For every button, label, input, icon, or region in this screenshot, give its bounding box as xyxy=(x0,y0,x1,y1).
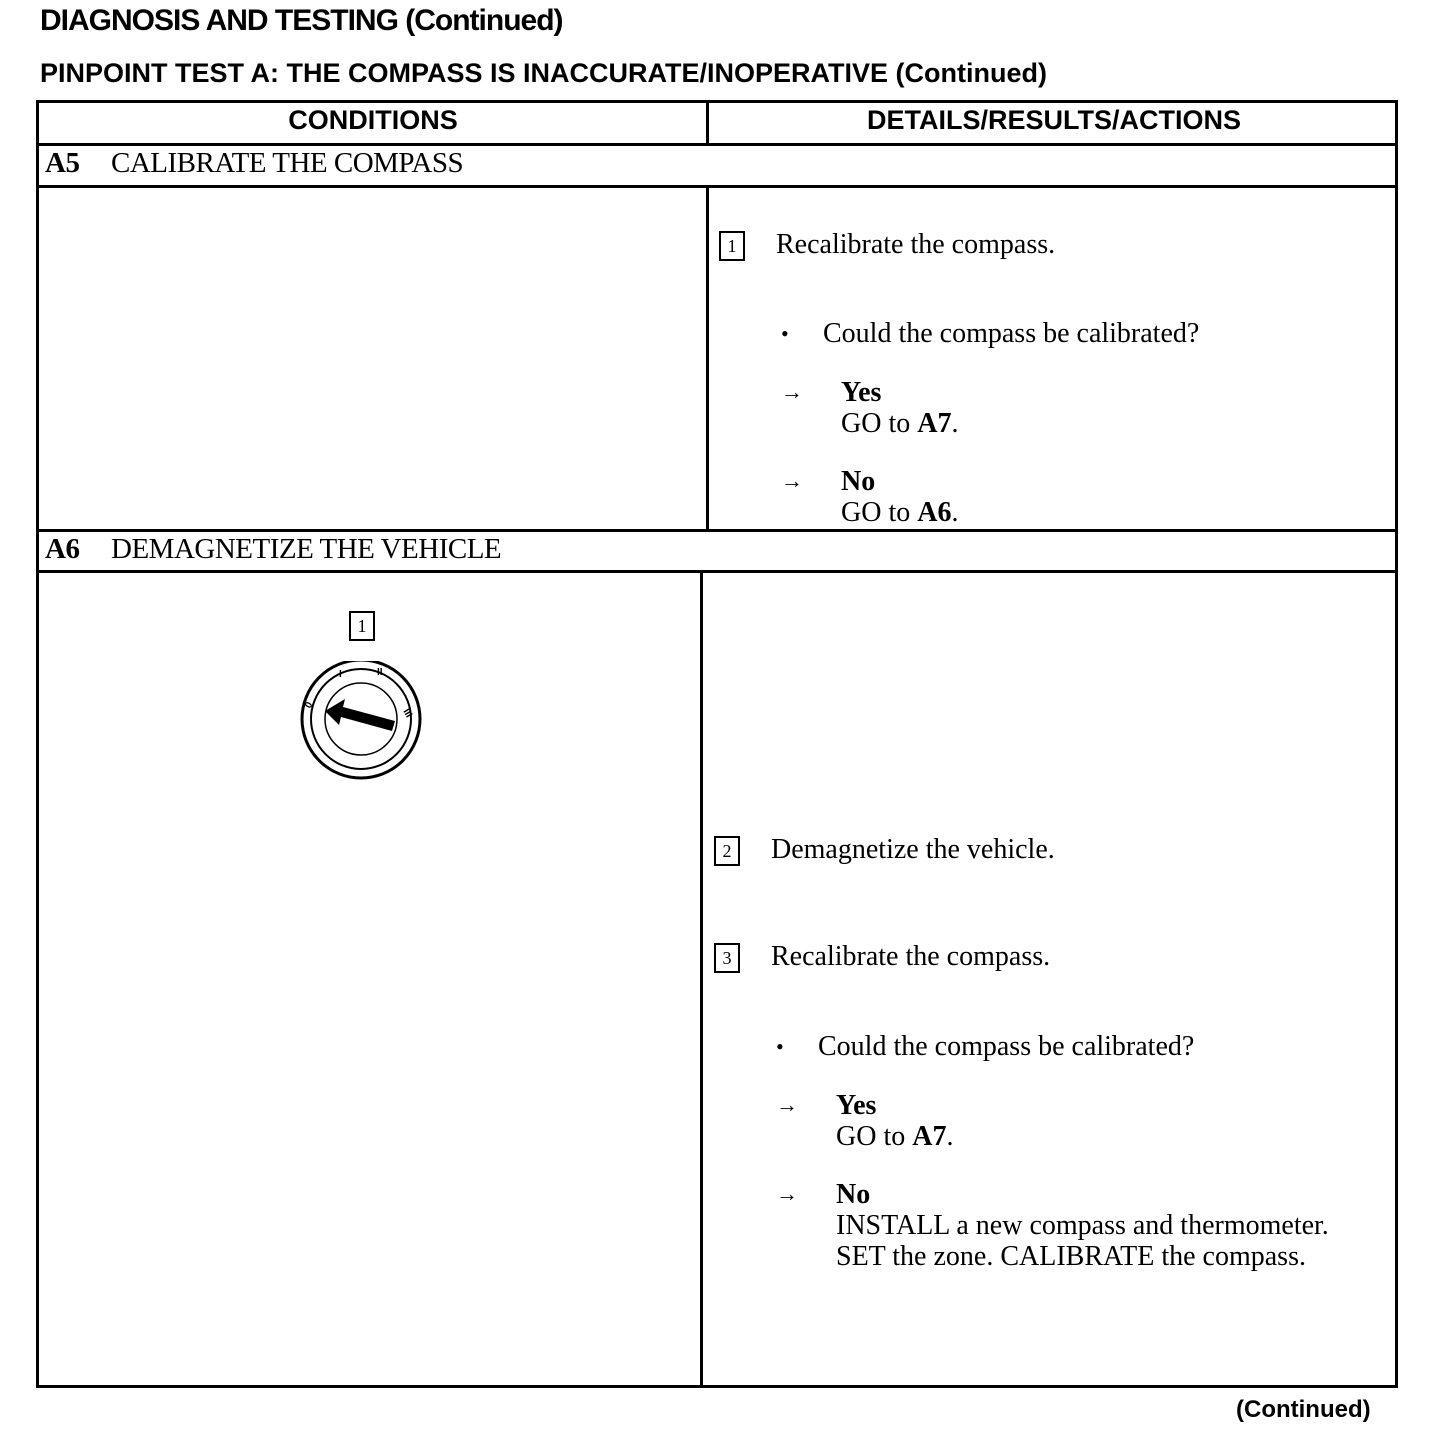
ignition-switch-icon xyxy=(297,661,427,781)
a5-no-action-ref: A6 xyxy=(917,497,952,528)
a6-figure-step-number: 1 xyxy=(349,611,375,641)
a6-yes-arrow-icon: → xyxy=(776,1092,798,1117)
a5-no-action: GO to A6. xyxy=(841,497,959,528)
section-a6-title xyxy=(45,533,501,566)
a5-no-arrow-icon: → xyxy=(781,468,803,493)
a6-step2-text: Demagnetize the vehicle. xyxy=(771,834,1055,865)
a6-no-action-line2: SET the zone. CALIBRATE the compass. xyxy=(836,1241,1306,1272)
a6-yes-action-ref: A7 xyxy=(912,1121,947,1152)
a5-yes-action-prefix: GO to xyxy=(841,408,918,439)
a6-yes-label: Yes xyxy=(836,1090,877,1121)
a6-step3-text: Recalibrate the compass. xyxy=(771,941,1051,972)
a6-bullet-icon: • xyxy=(776,1034,784,1059)
a5-yes-action-ref: A7 xyxy=(917,408,952,439)
header-column-divider xyxy=(706,103,709,145)
a5-step1-number: 1 xyxy=(719,231,745,261)
a5-end-divider xyxy=(39,529,1395,532)
svg-text:III: III xyxy=(400,707,415,720)
header-divider xyxy=(39,143,1395,146)
a5-bullet-icon: • xyxy=(781,321,789,346)
page-title: DIAGNOSIS AND TESTING (Continued) xyxy=(40,4,563,37)
a6-yes-action: GO to A7. xyxy=(836,1121,954,1152)
a5-no-label: No xyxy=(841,466,876,497)
continued-footer: (Continued) xyxy=(1236,1396,1371,1423)
column-header-details: DETAILS/RESULTS/ACTIONS xyxy=(866,105,1241,135)
section-a6-code: A6 xyxy=(45,533,80,565)
section-a6-label: DEMAGNETIZE THE VEHICLE xyxy=(111,533,502,565)
section-a5-label: CALIBRATE THE COMPASS xyxy=(111,147,464,179)
a6-yes-action-prefix: GO to xyxy=(836,1121,913,1152)
a5-question: Could the compass be calibrated? xyxy=(823,318,1200,349)
a6-step2-number: 2 xyxy=(714,836,740,866)
a6-yes-result xyxy=(836,1090,953,1152)
a6-title-divider xyxy=(39,570,1395,573)
a5-no-result xyxy=(841,466,958,528)
a6-step3-number: 3 xyxy=(714,943,740,973)
pinpoint-test-title: PINPOINT TEST A: THE COMPASS IS INACCURATE/INOPERATIVE (Continued) xyxy=(40,58,1048,88)
a6-column-divider xyxy=(700,572,703,1388)
svg-text:II: II xyxy=(377,667,383,678)
a5-yes-action: GO to A7. xyxy=(841,408,959,439)
section-a5-code: A5 xyxy=(45,147,80,179)
a6-no-result xyxy=(836,1179,1329,1272)
a5-yes-arrow-icon: → xyxy=(781,379,803,404)
a5-column-divider xyxy=(706,187,709,530)
a5-yes-label: Yes xyxy=(841,377,882,408)
a5-no-action-prefix: GO to xyxy=(841,497,918,528)
a5-title-divider xyxy=(39,185,1395,188)
section-a5-title xyxy=(45,147,463,180)
column-header-conditions: CONDITIONS xyxy=(288,105,458,135)
a6-question: Could the compass be calibrated? xyxy=(818,1031,1195,1062)
svg-text:I: I xyxy=(339,669,342,680)
svg-text:0: 0 xyxy=(303,700,316,711)
a6-no-action-line1: INSTALL a new compass and thermometer. xyxy=(836,1210,1329,1241)
a5-step1-text: Recalibrate the compass. xyxy=(776,229,1056,260)
a6-no-arrow-icon: → xyxy=(776,1181,798,1206)
a5-yes-result xyxy=(841,377,958,439)
pinpoint-test-table xyxy=(36,100,1398,1388)
a6-no-label: No xyxy=(836,1179,871,1210)
